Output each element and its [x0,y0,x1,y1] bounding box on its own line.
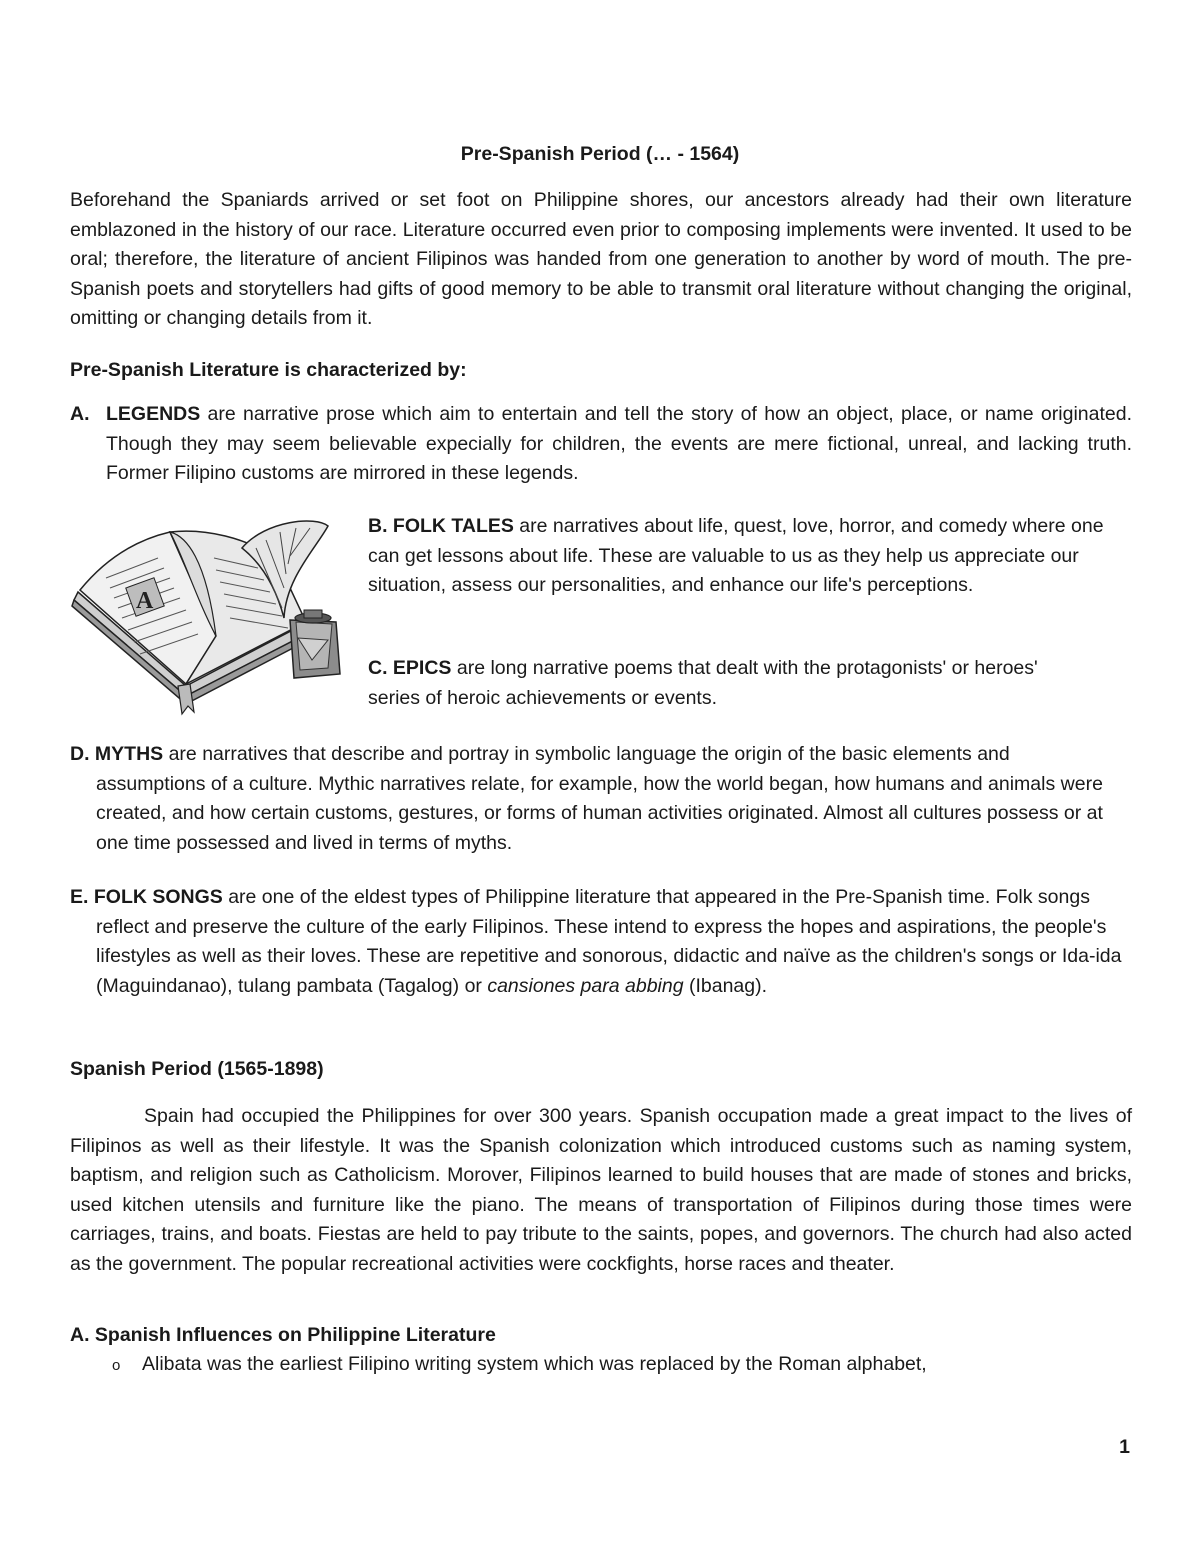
item-term: EPICS [392,657,452,679]
item-body [368,512,1113,601]
item-term: LEGENDS [106,403,201,425]
item-text: are narratives that describe and portray in symbolic language the origin of the basic elements and assumptions of a culture. Mythic narratives relate, for example, how the world began, how humans and animals were created, and how certain customs, gestures, or forms of human activities originated. Almost all cultures possess or at one time possessed and lived in terms of myths. [96,743,1103,854]
item-letter: E. [70,886,89,908]
book-and-quill-icon [66,518,356,718]
item-letter: D. [70,743,90,765]
item-term: FOLK SONGS [93,886,223,908]
item-text: are narrative prose which aim to entertain and tell the story of how an object, place, or name originated. Though they may seem believable expecially for children, the events are mere fictional, unreal, and lacking truth. Former Filipino customs are mirrored in these legends. [106,403,1132,484]
item-italic: cansiones para abbing [487,974,684,997]
item-body [70,740,1110,858]
item-body [70,883,1132,1001]
spanish-influences-heading: A. Spanish Influences on Philippine Literature [70,1324,496,1346]
characterized-heading: Pre-Spanish Literature is characterized by: [70,359,467,381]
page-title: Pre-Spanish Period (… - 1564) [460,143,740,165]
page-number: 1 [1119,1436,1130,1458]
intro-paragraph: Beforehand the Spaniards arrived or set foot on Philippine shores, our ancestors already had their own literature emblazoned in the history of our race. Literature occurred even prior to composing implements were invented. It used to be oral; therefore, the literature of ancient Filipinos was handed from one generation to another by word of mouth. The pre-Spanish poets and storytellers had gifts of good memory to be able to transmit oral literature without changing the original, omitting or changing details from it. [70,189,1132,329]
book-and-quill-illustration [66,518,356,718]
item-text: are long narrative poems that dealt with the protagonists' or heroes' series of heroic achievements or events. [368,657,1038,709]
bullet-marker: o [112,1357,121,1374]
item-tail: (Ibanag). [683,974,768,997]
item-letter: C. [368,657,388,679]
item-letter: A. [70,403,90,425]
item-body [368,654,1058,713]
item-body [106,400,1132,489]
bullet-text: Alibata was the earliest Filipino writing system which was replaced by the Roman alphabet, [142,1353,927,1375]
item-letter: B. [368,515,388,537]
spanish-period-paragraph: Spain had occupied the Philippines for over 300 years. Spanish occupation made a great impact to the lives of Filipinos as well as their lifestyle. It was the Spanish colonization which introduced customs such as naming system, baptism, and religion such as Catholicism. Morover, Filipinos learned to build houses that are made of stones and bricks, used kitchen utensils and furniture like the piano. The means of transportation of Filipinos during those times were carriages, trains, and boats. Fiestas are held to pay tribute to the saints, popes, and governors. The church had also acted as the government. The popular recreational activities were cockfights, horse races and theater. [70,1105,1132,1275]
item-text: are narratives about life, quest, love, horror, and comedy where one can get lessons about life. These are valuable to us as they help us appreciate our situation, assess our personalities, and enhance our life's perceptions. [368,515,1104,596]
item-term: MYTHS [94,743,164,765]
item-text: are one of the eldest types of Philippine literature that appeared in the Pre-Spanish time. Folk songs reflect and preserve the culture of the early Filipinos. These intend to express the hopes and aspirations, the people's lifestyles as well as their loves. These are repetitive and sonorous, didactic and naïve as the children's songs or Ida-ida (Maguindanao), tulang pambata (Tagalog) or [96,886,1122,997]
spanish-period-heading: Spanish Period (1565-1898) [70,1058,324,1080]
item-term: FOLK TALES [392,515,514,537]
illustration-letter: A [136,588,154,614]
